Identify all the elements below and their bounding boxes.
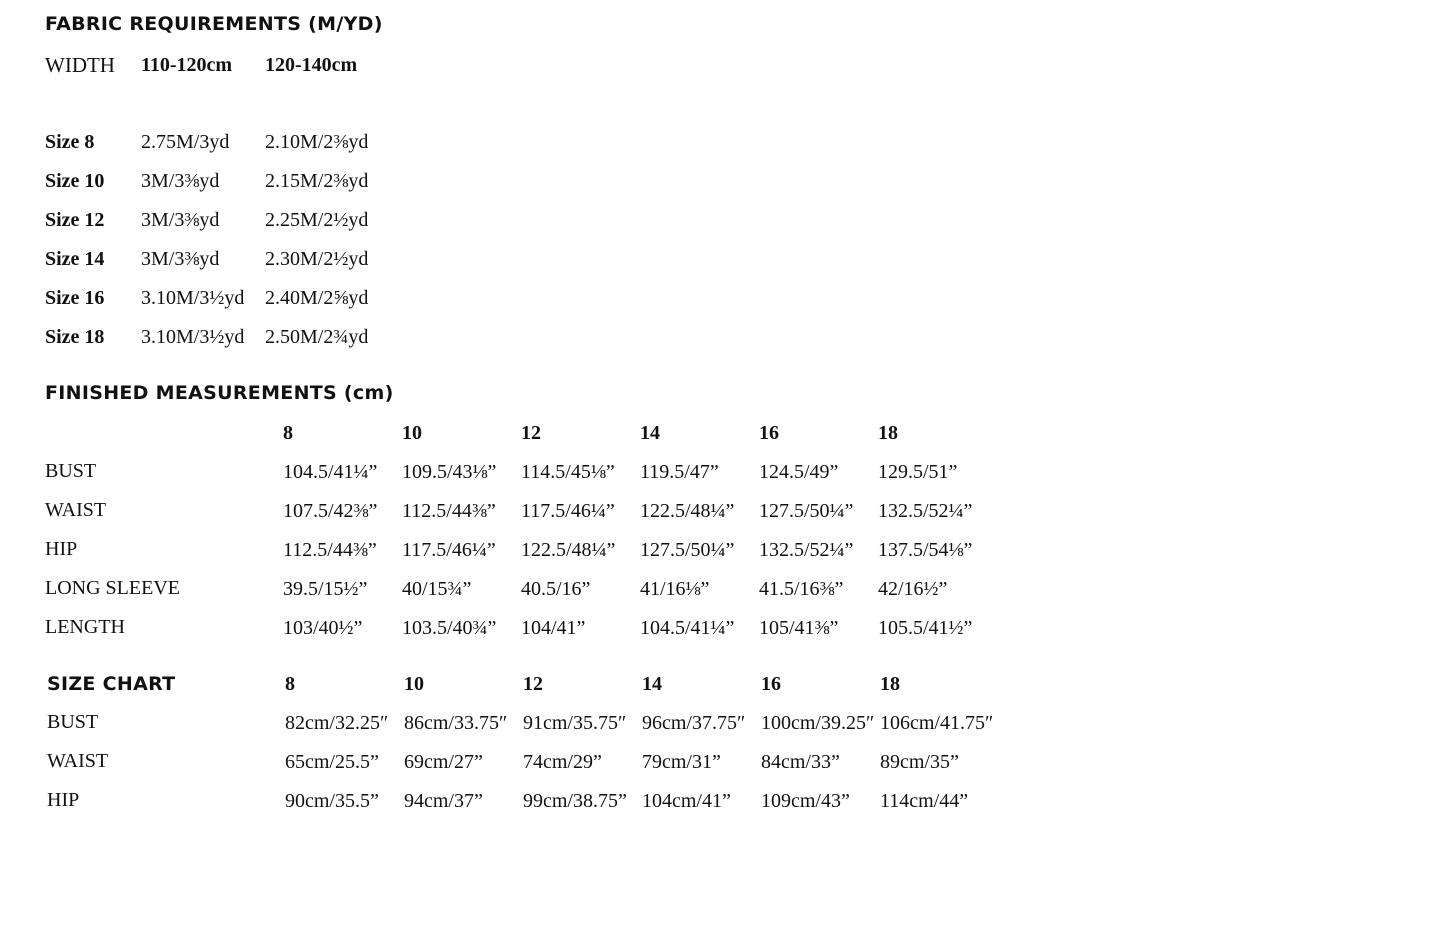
finished-row-label: LONG SLEEVE [45,577,180,599]
size-chart-cell: 94cm/37” [404,790,483,812]
finished-cell: 40.5/16” [521,578,591,600]
finished-cell: 122.5/48¼” [521,539,616,561]
size-chart-cell: 106cm/41.75″ [880,712,994,734]
width-col-2: 120-140cm [265,54,358,76]
finished-cell: 124.5/49” [759,461,839,483]
finished-cell: 129.5/51” [878,461,958,483]
finished-cell: 112.5/44⅜” [402,500,496,522]
size-chart-row-label: BUST [47,711,99,733]
fabric-title: FABRIC REQUIREMENTS (M/YD) [45,13,383,35]
finished-cell: 104/41” [521,617,586,639]
finished-cell: 104.5/41¼” [283,461,378,483]
finished-cell: 127.5/50¼” [759,500,854,522]
size-chart-cell: 69cm/27” [404,751,483,773]
size-chart-cell: 114cm/44” [880,790,969,812]
fabric-size: Size 10 [45,170,105,192]
size-chart-cell: 100cm/39.25″ [761,712,875,734]
fabric-size: Size 8 [45,131,95,153]
finished-size-header: 8 [283,422,293,444]
size-chart-cell: 65cm/25.5” [285,751,379,773]
size-chart-size-header: 12 [523,673,543,695]
finished-cell: 39.5/15½” [283,578,368,600]
size-chart-cell: 84cm/33” [761,751,840,773]
finished-cell: 103/40½” [283,617,363,639]
finished-cell: 107.5/42⅜” [283,500,378,522]
finished-cell: 41/16⅛” [640,578,710,600]
finished-cell: 132.5/52¼” [878,500,973,522]
finished-cell: 109.5/43⅛” [402,461,497,483]
finished-size-header: 12 [521,422,541,444]
finished-size-header: 10 [402,422,422,444]
fabric-value: 2.40M/2⅝yd [265,287,369,309]
finished-row-label: LENGTH [45,616,125,638]
size-chart-cell: 104cm/41” [642,790,731,812]
width-col-1: 110-120cm [141,54,233,76]
size-chart-cell: 109cm/43” [761,790,850,812]
size-chart-size-header: 10 [404,673,424,695]
size-chart-title: SIZE CHART [47,673,176,695]
finished-cell: 119.5/47” [640,461,719,483]
fabric-size: Size 12 [45,209,105,231]
finished-cell: 117.5/46¼” [402,539,496,561]
size-chart-cell: 79cm/31” [642,751,721,773]
finished-cell: 105.5/41½” [878,617,973,639]
fabric-value: 2.30M/2½yd [265,248,369,270]
finished-size-header: 16 [759,422,779,444]
size-chart-cell: 90cm/35.5” [285,790,379,812]
size-chart-row-label: HIP [47,789,80,811]
size-chart-size-header: 18 [880,673,900,695]
finished-cell: 42/16½” [878,578,948,600]
finished-cell: 122.5/48¼” [640,500,735,522]
size-chart-cell: 96cm/37.75″ [642,712,746,734]
finished-cell: 132.5/52¼” [759,539,854,561]
finished-row-label: HIP [45,538,78,560]
fabric-value: 2.50M/2¾yd [265,326,369,348]
fabric-size: Size 16 [45,287,105,309]
fabric-size: Size 18 [45,326,105,348]
fabric-value: 2.75M/3yd [141,131,230,153]
fabric-value: 3.10M/3½yd [141,326,245,348]
size-chart-cell: 74cm/29” [523,751,602,773]
finished-title: FINISHED MEASUREMENTS (cm) [45,382,394,404]
finished-cell: 112.5/44⅜” [283,539,377,561]
finished-cell: 117.5/46¼” [521,500,615,522]
fabric-value: 2.10M/2⅜yd [265,131,369,153]
finished-row-label: BUST [45,460,97,482]
size-chart-cell: 91cm/35.75″ [523,712,627,734]
size-chart-size-header: 8 [285,673,295,695]
fabric-value: 2.15M/2⅜yd [265,170,369,192]
finished-row-label: WAIST [45,499,107,521]
size-chart-cell: 89cm/35” [880,751,959,773]
size-chart-row-label: WAIST [47,750,109,772]
size-chart-cell: 99cm/38.75” [523,790,627,812]
width-label: WIDTH [45,53,115,77]
finished-cell: 40/15¾” [402,578,472,600]
finished-cell: 103.5/40¾” [402,617,497,639]
size-chart-cell: 82cm/32.25″ [285,712,389,734]
finished-cell: 127.5/50¼” [640,539,735,561]
size-chart-size-header: 16 [761,673,781,695]
finished-cell: 114.5/45⅛” [521,461,615,483]
fabric-value: 3M/3⅜yd [141,170,220,192]
fabric-size: Size 14 [45,248,105,270]
fabric-value: 3M/3⅜yd [141,209,220,231]
fabric-value: 3.10M/3½yd [141,287,245,309]
fabric-value: 3M/3⅜yd [141,248,220,270]
fabric-value: 2.25M/2½yd [265,209,369,231]
finished-size-header: 14 [640,422,660,444]
finished-cell: 41.5/16⅜” [759,578,844,600]
finished-cell: 104.5/41¼” [640,617,735,639]
size-chart-cell: 86cm/33.75″ [404,712,508,734]
finished-size-header: 18 [878,422,898,444]
size-chart-size-header: 14 [642,673,662,695]
finished-cell: 137.5/54⅛” [878,539,973,561]
finished-cell: 105/41⅜” [759,617,839,639]
